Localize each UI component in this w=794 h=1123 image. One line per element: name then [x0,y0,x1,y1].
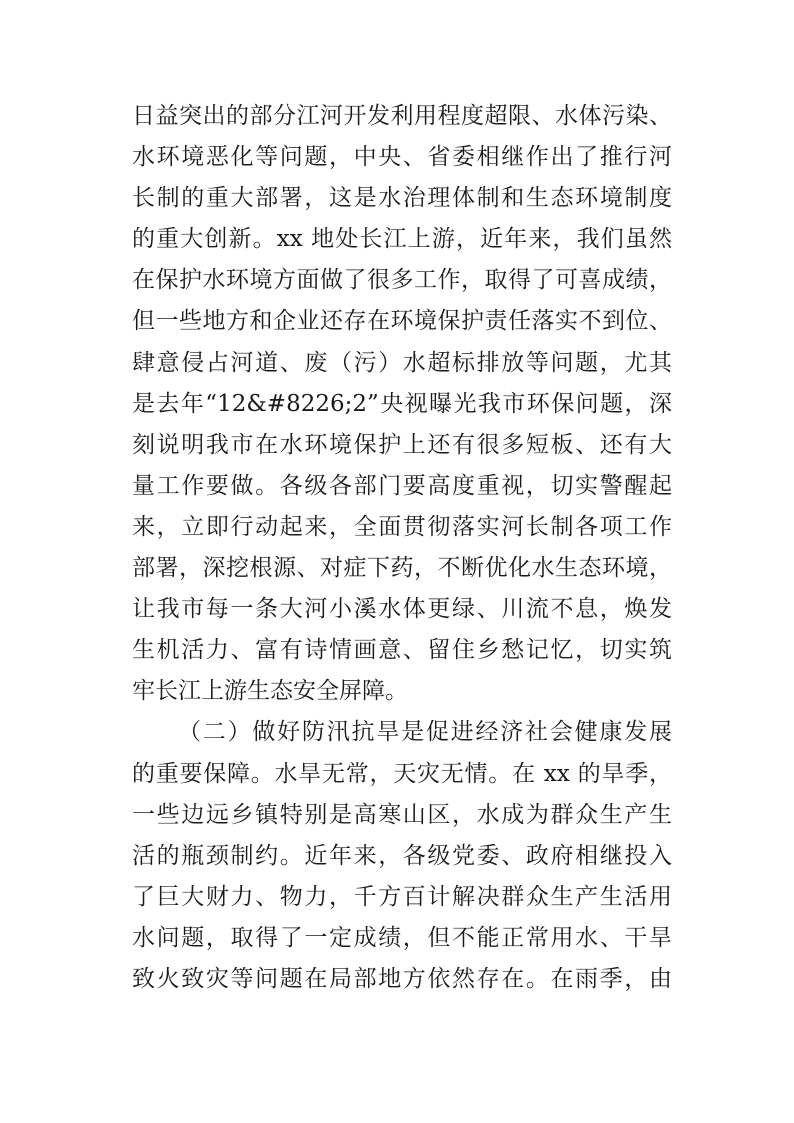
text-line: 让我市每一条大河小溪水体更绿、川流不息，焕发 [132,596,672,623]
text-line: 的重大创新。xx 地处长江上游，近年来，我们虽然 [132,226,672,253]
text-line: 来，立即行动起来，全面贯彻落实河长制各项工作 [132,513,672,540]
text-line: 在保护水环境方面做了很多工作，取得了可喜成绩， [132,267,672,294]
paragraph-2 [132,712,672,1000]
text-line: 量工作要做。各级各部门要高度重视，切实警醒起 [132,472,672,499]
text-line: 是去年“12&#8226;2”央视曝光我市环保问题，深 [132,390,672,417]
text-line: 牢长江上游生态安全屏障。 [132,678,408,705]
text-line: 水问题，取得了一定成绩，但不能正常用水、干旱 [132,924,672,951]
text-line: 生机活力、富有诗情画意、留住乡愁记忆，切实筑 [132,637,672,664]
text-line: 但一些地方和企业还存在环境保护责任落实不到位、 [132,308,672,335]
text-line: 一些边远乡镇特别是高寒山区，水成为群众生产生 [132,801,672,828]
text-line: 的重要保障。水旱无常，天灾无情。在 xx 的旱季， [132,760,672,787]
paragraph-1 [132,96,672,712]
text-line: 刻说明我市在水环境保护上还有很多短板、还有大 [132,431,672,458]
text-line: 部署，深挖根源、对症下药，不断优化水生态环境， [132,555,672,582]
text-line: 长制的重大部署，这是水治理体制和生态环境制度 [132,185,672,212]
text-line: 水环境恶化等问题，中央、省委相继作出了推行河 [132,144,672,171]
text-line: 了巨大财力、物力，千方百计解决群众生产生活用 [132,883,672,910]
text-line: 致火致灾等问题在局部地方依然存在。在雨季，由 [132,965,672,992]
text-line: 日益突出的部分江河开发利用程度超限、水体污染、 [132,103,672,129]
document-body [132,96,672,1000]
text-line: （二）做好防汛抗旱是促进经济社会健康发展 [178,719,672,746]
text-line: 活的瓶颈制约。近年来，各级党委、政府相继投入 [132,842,672,869]
text-line: 肆意侵占河道、废（污）水超标排放等问题，尤其 [132,349,672,376]
